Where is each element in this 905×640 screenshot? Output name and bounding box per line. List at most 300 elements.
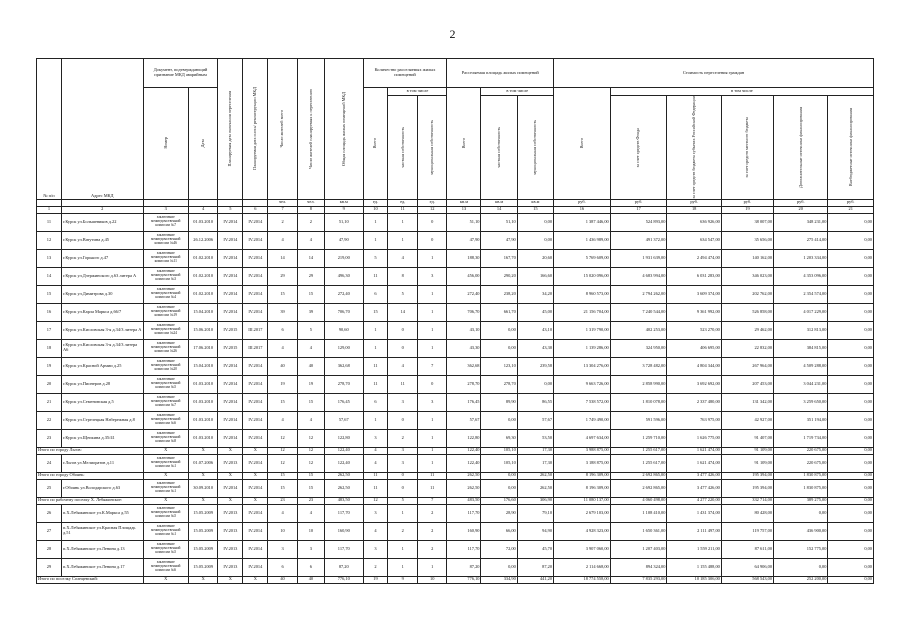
row-address-cell: г.Курск ул.Дзержинского д.63 литера А <box>61 267 143 285</box>
row-value-cell: 402 253,00 <box>610 321 667 339</box>
row-value-cell: 2 <box>363 558 388 576</box>
row-value-cell: 526 858,00 <box>721 303 773 321</box>
table-row <box>37 429 874 447</box>
row-number-cell: 14 <box>37 267 62 285</box>
row-value-cell: 14 <box>297 249 324 267</box>
column-number-cell: 6 <box>243 206 268 213</box>
row-value-cell: 272,40 <box>324 285 363 303</box>
row-value-cell: 2 679 103,00 <box>554 504 611 522</box>
row-value-cell: 1 <box>363 321 388 339</box>
row-planned-end-cell: III.2017 <box>243 321 268 339</box>
row-value-cell: 523 270,00 <box>667 321 721 339</box>
row-doc-date-cell: 26.12.2006 <box>188 231 217 249</box>
row-value-cell: 4 <box>388 357 417 375</box>
row-value-cell: 1 626 775,00 <box>667 429 721 447</box>
row-value-cell: 23 <box>297 497 324 504</box>
column-number-row <box>37 206 874 213</box>
row-value-cell: 1 255 617,00 <box>610 447 667 454</box>
row-value-cell: 0,00 <box>828 285 874 303</box>
row-value-cell: 275 414,00 <box>774 231 828 249</box>
units-cell: ед. <box>417 199 447 206</box>
row-value-cell: 1 <box>363 411 388 429</box>
row-value-cell: 0,00 <box>481 558 517 576</box>
total-label-cell: Итого по рабочему поселку Х. Лебяжинское: <box>37 497 144 504</box>
row-number-cell: 17 <box>37 321 62 339</box>
row-value-cell: 176,45 <box>324 393 363 411</box>
row-value-cell: 122,40 <box>447 447 481 454</box>
row-value-cell: 1 207 403,00 <box>610 540 667 558</box>
row-value-cell: 2 <box>268 213 297 231</box>
total-x-cell: X <box>218 576 243 583</box>
row-value-cell: 166,60 <box>517 267 553 285</box>
row-value-cell: 0 <box>388 321 417 339</box>
row-value-cell: 4 <box>297 339 324 357</box>
row-value-cell: 91 109,00 <box>721 454 773 472</box>
row-value-cell: 51,10 <box>324 213 363 231</box>
row-value-cell: 66,00 <box>481 522 517 540</box>
total-x-cell: X <box>143 576 188 583</box>
row-value-cell: 346 023,00 <box>721 267 773 285</box>
row-address-cell: г.Курск ул.Карла Маркса д.66/7 <box>61 303 143 321</box>
row-value-cell: 4 <box>388 249 417 267</box>
row-value-cell: 28,90 <box>481 504 517 522</box>
row-number-cell: 24 <box>37 454 62 472</box>
row-value-cell: 9 361 992,00 <box>667 303 721 321</box>
row-value-cell: 1 650 361,00 <box>610 522 667 540</box>
row-value-cell: 19 <box>363 576 388 583</box>
row-number-cell: 15 <box>37 285 62 303</box>
row-value-cell: 7 <box>417 497 447 504</box>
row-planned-start-cell: IV.2014 <box>218 479 243 497</box>
table-row <box>37 231 874 249</box>
row-value-cell: 3 <box>297 540 324 558</box>
row-value-cell: 3 477 426,00 <box>667 479 721 497</box>
col-cost-incl-header: в том числе <box>610 88 873 96</box>
row-value-cell: 0,00 <box>828 479 874 497</box>
row-value-cell: 4 <box>268 339 297 357</box>
row-value-cell: 1 <box>363 339 388 357</box>
row-value-cell: 3 188 875,00 <box>554 454 611 472</box>
header-row-1 <box>37 59 874 88</box>
row-value-cell: 34,20 <box>517 285 553 303</box>
row-doc-number-cell: заключение межведомственной комиссии №20 <box>143 357 188 375</box>
row-value-cell: 13 304 276,00 <box>554 357 611 375</box>
column-number-cell: 10 <box>363 206 388 213</box>
col-cost-total-header: Всего <box>554 88 611 200</box>
row-value-cell: 1 <box>363 231 388 249</box>
row-value-cell: 0,00 <box>828 497 874 504</box>
row-value-cell: 4 697 634,00 <box>554 429 611 447</box>
row-value-cell: 15 <box>363 303 388 321</box>
row-doc-number-cell: заключение межведомственной комиссии №6 <box>143 411 188 429</box>
row-value-cell: 167,70 <box>481 249 517 267</box>
row-number-cell: 22 <box>37 411 62 429</box>
row-value-cell: 763 975,00 <box>667 411 721 429</box>
table-total-row <box>37 576 874 583</box>
row-doc-number-cell: заключение межведомственной комиссии №1 <box>143 454 188 472</box>
row-value-cell: 262,50 <box>324 472 363 479</box>
row-doc-number-cell: заключение межведомственной комиссии №11 <box>143 249 188 267</box>
units-cell: чел. <box>297 199 324 206</box>
col-cost-extra-header: Дополнительные источники финансирования <box>774 96 828 200</box>
row-value-cell: 6 <box>363 393 388 411</box>
row-value-cell: 4 060 498,00 <box>610 497 667 504</box>
row-value-cell: 290,20 <box>481 267 517 285</box>
row-value-cell: 3 609 374,00 <box>667 285 721 303</box>
row-value-cell: 0 <box>388 411 417 429</box>
col-rooms-municipal-header: муниципальная собственность <box>417 96 447 200</box>
row-value-cell: 2 494 474,00 <box>667 249 721 267</box>
row-value-cell: 0,00 <box>828 231 874 249</box>
row-value-cell: 17,30 <box>517 447 553 454</box>
row-value-cell: 1 <box>417 249 447 267</box>
row-value-cell: 332 714,00 <box>721 497 773 504</box>
total-x-cell: X <box>188 497 217 504</box>
row-number-cell: 23 <box>37 429 62 447</box>
row-value-cell: 4 <box>363 454 388 472</box>
units-cell-empty <box>188 199 217 206</box>
row-value-cell: 4 017 229,00 <box>774 303 828 321</box>
row-number-cell: 28 <box>37 540 62 558</box>
row-address-cell: г.Курск ул.Пионеров д.28 <box>61 375 143 393</box>
units-cell: ед. <box>363 199 388 206</box>
row-value-cell: 15 <box>297 472 324 479</box>
row-doc-number-cell: заключение межведомственной комиссии №5 <box>143 504 188 522</box>
units-cell-empty <box>143 199 188 206</box>
row-value-cell: 64 906,00 <box>721 558 773 576</box>
row-doc-date-cell: 15.05.2009 <box>188 558 217 576</box>
row-value-cell: 51,10 <box>447 213 481 231</box>
row-value-cell: 12 <box>268 429 297 447</box>
row-value-cell: 0,00 <box>481 321 517 339</box>
units-cell: кв.м <box>517 199 553 206</box>
row-value-cell: 21 156 704,00 <box>554 303 611 321</box>
col-area-municipal-header: муниципальная собственность <box>517 96 553 200</box>
row-doc-number-cell: заключение межведомственной комиссии №7 <box>143 213 188 231</box>
table-row <box>37 522 874 540</box>
row-value-cell: 706,70 <box>447 303 481 321</box>
row-value-cell: 1 559 211,00 <box>667 540 721 558</box>
row-doc-number-cell: заключение межведомственной комиссии №26 <box>143 339 188 357</box>
row-planned-start-cell: IV.2014 <box>218 393 243 411</box>
total-label-cell: Итого по городу Льгов: <box>37 447 144 454</box>
row-doc-number-cell: заключение межведомственной комиссии №46 <box>143 231 188 249</box>
row-value-cell: 11 <box>363 357 388 375</box>
row-value-cell: 4 509 288,00 <box>774 357 828 375</box>
row-value-cell: 389 275,00 <box>774 497 828 504</box>
row-value-cell: 1 <box>363 213 388 231</box>
table-row <box>37 540 874 558</box>
row-planned-start-cell: IV.2014 <box>218 249 243 267</box>
row-value-cell: 2 337 480,00 <box>667 393 721 411</box>
header-row-2 <box>37 88 874 96</box>
row-value-cell: 262,50 <box>517 479 553 497</box>
row-doc-date-cell: 15.04.2010 <box>188 357 217 375</box>
table-row <box>37 303 874 321</box>
row-value-cell: 5 <box>297 321 324 339</box>
row-value-cell: 11 <box>417 479 447 497</box>
row-value-cell: 195 394,00 <box>721 472 773 479</box>
row-doc-date-cell: 01.03.2010 <box>188 375 217 393</box>
row-value-cell: 0 <box>417 213 447 231</box>
row-value-cell: 2 <box>297 213 324 231</box>
row-number-cell: 11 <box>37 213 62 231</box>
row-value-cell: 8 <box>388 267 417 285</box>
units-cell: чел. <box>268 199 297 206</box>
row-address-cell: г.Курск ул.Кисловская 3-я д.34/3 литера А <box>61 321 143 339</box>
row-address-cell: г.Курск ул.Красной Армии д.25 <box>61 357 143 375</box>
row-value-cell: 406 695,00 <box>667 339 721 357</box>
row-address-cell: п.Х.Лебяжинское ул.Ленина д.13 <box>61 540 143 558</box>
row-value-cell: 6 <box>297 558 324 576</box>
row-planned-end-cell: IV.2014 <box>243 429 268 447</box>
row-address-cell: п.Х.Лебяжинское ул.Ленина д.17 <box>61 558 143 576</box>
row-doc-date-cell: 15.04.2010 <box>188 303 217 321</box>
row-value-cell: 0,00 <box>828 357 874 375</box>
row-value-cell: 0,00 <box>481 479 517 497</box>
row-doc-date-cell: 01.02.2010 <box>188 267 217 285</box>
row-value-cell: 1 <box>388 231 417 249</box>
col-planned-end-header: Планируемая дата сноса/ реконструкции МКД <box>243 59 268 200</box>
row-doc-date-cell: 15.05.2009 <box>188 540 217 558</box>
row-value-cell: 43,30 <box>447 339 481 357</box>
row-value-cell: 3 <box>363 429 388 447</box>
column-number-cell: 5 <box>218 206 243 213</box>
row-value-cell: 19 <box>297 375 324 393</box>
row-value-cell: 483,50 <box>324 497 363 504</box>
row-value-cell: 119 757,00 <box>721 522 773 540</box>
row-value-cell: 334,90 <box>481 576 517 583</box>
row-value-cell: 29 462,00 <box>721 321 773 339</box>
row-value-cell: 3 477 426,00 <box>667 472 721 479</box>
units-cell: руб. <box>667 199 721 206</box>
row-planned-start-cell: IV.2013 <box>218 522 243 540</box>
row-value-cell: 188,30 <box>447 249 481 267</box>
row-value-cell: 3 988 875,00 <box>554 447 611 454</box>
column-number-cell: 7 <box>268 206 297 213</box>
units-cell-empty <box>61 199 143 206</box>
col-cost-fund-header: за счет средств Фонда <box>610 96 667 200</box>
row-value-cell: 176,60 <box>481 497 517 504</box>
row-value-cell: 117,70 <box>447 504 481 522</box>
table-row <box>37 321 874 339</box>
row-doc-number-cell: заключение межведомственной комиссии №24 <box>143 321 188 339</box>
row-value-cell: 0,00 <box>481 339 517 357</box>
row-value-cell: 0,00 <box>828 447 874 454</box>
row-value-cell: 117,70 <box>324 504 363 522</box>
row-value-cell: 0,00 <box>517 231 553 249</box>
row-planned-end-cell: IV.2014 <box>243 522 268 540</box>
row-value-cell: 4 353 096,00 <box>774 267 828 285</box>
row-value-cell: 47,90 <box>481 231 517 249</box>
row-number-cell: 12 <box>37 231 62 249</box>
units-cell: руб. <box>554 199 611 206</box>
row-address-cell: г.Курск ул.Ватутина д.45 <box>61 231 143 249</box>
row-value-cell: 129,00 <box>324 339 363 357</box>
row-value-cell: 23 <box>268 497 297 504</box>
row-doc-date-cell: 15.05.2009 <box>188 504 217 522</box>
row-value-cell: 436 900,00 <box>774 522 828 540</box>
row-doc-date-cell: 01.03.2010 <box>188 411 217 429</box>
row-value-cell: 1 155 488,00 <box>667 558 721 576</box>
row-value-cell: 3 <box>268 540 297 558</box>
row-value-cell: 17,30 <box>517 454 553 472</box>
row-planned-end-cell: IV.2014 <box>243 213 268 231</box>
col-residents-header: Число жителей всего <box>268 59 297 200</box>
row-value-cell: 2 858 990,00 <box>610 375 667 393</box>
row-value-cell: 4 <box>268 504 297 522</box>
col-doc-number-header: Номер <box>143 88 188 200</box>
row-planned-start-cell: IV.2014 <box>218 375 243 393</box>
row-value-cell: 15 <box>268 479 297 497</box>
row-planned-end-cell: III.2017 <box>243 339 268 357</box>
row-value-cell: 123,10 <box>481 357 517 375</box>
row-value-cell: 45,00 <box>517 303 553 321</box>
row-number-cell: 19 <box>37 357 62 375</box>
row-value-cell: 351 194,00 <box>774 411 828 429</box>
row-value-cell: 91 407,00 <box>721 429 773 447</box>
col-planned-start-header: Планируемая дата окончания переселения <box>218 59 243 200</box>
row-address-cell: п.Х.Лебяжинское ул.Красная Площадь д.51 <box>61 522 143 540</box>
page-number: 2 <box>449 27 456 41</box>
row-value-cell: 12 <box>363 497 388 504</box>
row-value-cell: 1 749 490,00 <box>554 411 611 429</box>
row-value-cell: 202 762,00 <box>721 285 773 303</box>
row-value-cell: 1 <box>388 213 417 231</box>
row-value-cell: 10 <box>297 522 324 540</box>
table-row <box>37 504 874 522</box>
col-document-header: Документ, подтверждающий признание МКД аварийным <box>143 59 218 88</box>
row-doc-date-cell: 15.05.2009 <box>188 522 217 540</box>
row-value-cell: 4 <box>268 411 297 429</box>
row-value-cell: 5 <box>388 285 417 303</box>
row-value-cell: 3 <box>388 447 417 454</box>
row-value-cell: 12 <box>268 454 297 472</box>
row-value-cell: 262,50 <box>447 472 481 479</box>
row-planned-start-cell: IV.2014 <box>218 267 243 285</box>
row-value-cell: 4 277 220,00 <box>667 497 721 504</box>
row-value-cell: 12 <box>297 447 324 454</box>
row-value-cell: 15 <box>297 393 324 411</box>
table-total-row <box>37 472 874 479</box>
row-value-cell: 278,70 <box>481 375 517 393</box>
row-value-cell: 51,10 <box>481 213 517 231</box>
row-value-cell: 8 196 309,00 <box>554 479 611 497</box>
row-value-cell: 40 <box>297 357 324 375</box>
row-value-cell: 0,00 <box>828 339 874 357</box>
row-value-cell: 43,30 <box>517 339 553 357</box>
row-address-cell: г.Обоянь ул.Володарского д.63 <box>61 479 143 497</box>
col-rooms-group-header: Количество расселяемых жилых помещений <box>363 59 447 88</box>
row-value-cell: 15 <box>268 285 297 303</box>
row-value-cell: 47,90 <box>447 231 481 249</box>
row-value-cell: 894 324,00 <box>610 558 667 576</box>
row-number-cell: 29 <box>37 558 62 576</box>
row-value-cell: 45,70 <box>517 540 553 558</box>
row-value-cell: 1 810 078,00 <box>610 393 667 411</box>
col-total-area-header: Общая площадь жилых помещений МКД <box>324 59 363 200</box>
row-value-cell: 4 <box>297 504 324 522</box>
row-value-cell: 5 769 609,00 <box>554 249 611 267</box>
table-row <box>37 357 874 375</box>
column-number-cell: 19 <box>721 206 773 213</box>
row-value-cell: 3 259 650,00 <box>774 393 828 411</box>
row-value-cell: 0,00 <box>774 558 828 576</box>
row-value-cell: 1 621 474,00 <box>667 454 721 472</box>
row-value-cell: 140 162,00 <box>721 249 773 267</box>
table-total-row <box>37 497 874 504</box>
row-address-cell: г.Курск ул.Горького д.47 <box>61 249 143 267</box>
row-value-cell: 15 <box>297 479 324 497</box>
row-value-cell: 1 <box>417 454 447 472</box>
row-value-cell: 7 538 572,00 <box>554 393 611 411</box>
row-value-cell: 4 683 994,00 <box>610 267 667 285</box>
row-planned-start-cell: IV.2015 <box>218 321 243 339</box>
row-value-cell: 312 813,00 <box>774 321 828 339</box>
total-label-cell: Итого по городу Обоянь: <box>37 472 144 479</box>
row-value-cell: 11 <box>417 472 447 479</box>
row-planned-start-cell: IV.2013 <box>218 558 243 576</box>
row-planned-end-cell: IV.2014 <box>243 558 268 576</box>
row-number-cell: 20 <box>37 375 62 393</box>
row-value-cell: 160,90 <box>447 522 481 540</box>
row-value-cell: 105,10 <box>481 454 517 472</box>
row-value-cell: 0,00 <box>517 375 553 393</box>
col-rooms-total-header: Всего <box>363 88 388 200</box>
row-value-cell: 22 832,00 <box>721 339 773 357</box>
row-doc-date-cell: 01.03.2010 <box>188 213 217 231</box>
total-x-cell: X <box>243 472 268 479</box>
row-planned-start-cell: IV.2015 <box>218 339 243 357</box>
units-cell: ед. <box>388 199 417 206</box>
row-value-cell: 14 <box>388 303 417 321</box>
total-label-cell: Итого по поселку Солнцевский: <box>37 576 144 583</box>
row-value-cell: 47,90 <box>324 231 363 249</box>
units-cell: кв.м <box>324 199 363 206</box>
row-value-cell: 306,90 <box>517 497 553 504</box>
col-area-incl-header: в том числе <box>481 88 554 96</box>
row-doc-number-cell: заключение межведомственной комиссии №5 <box>143 375 188 393</box>
row-value-cell: 18 774 558,00 <box>554 576 611 583</box>
total-x-cell: X <box>218 472 243 479</box>
row-planned-end-cell: IV.2014 <box>243 231 268 249</box>
row-value-cell: 14 <box>268 249 297 267</box>
row-value-cell: 524 893,00 <box>610 213 667 231</box>
row-value-cell: 0,00 <box>828 375 874 393</box>
row-value-cell: 3 692 692,00 <box>667 375 721 393</box>
row-doc-number-cell: заключение межведомственной комиссии №6 <box>143 558 188 576</box>
row-value-cell: 2 692 865,00 <box>610 479 667 497</box>
row-number-cell: 13 <box>37 249 62 267</box>
row-value-cell: 220 675,00 <box>774 447 828 454</box>
total-x-cell: X <box>243 447 268 454</box>
total-x-cell: X <box>188 576 217 583</box>
row-value-cell: 122,40 <box>447 454 481 472</box>
total-x-cell: X <box>243 576 268 583</box>
row-value-cell: 5 <box>388 497 417 504</box>
row-value-cell: 776,10 <box>324 576 363 583</box>
row-value-cell: 1 830 875,00 <box>774 472 828 479</box>
row-value-cell: 2 354 574,00 <box>774 285 828 303</box>
row-value-cell: 1 <box>417 303 447 321</box>
table-row <box>37 213 874 231</box>
column-number-cell: 21 <box>828 206 874 213</box>
row-value-cell: 1 931 639,00 <box>610 249 667 267</box>
units-cell-empty <box>37 199 62 206</box>
row-value-cell: 3 <box>388 393 417 411</box>
row-value-cell: 53,50 <box>517 429 553 447</box>
row-value-cell: 0,00 <box>481 472 517 479</box>
